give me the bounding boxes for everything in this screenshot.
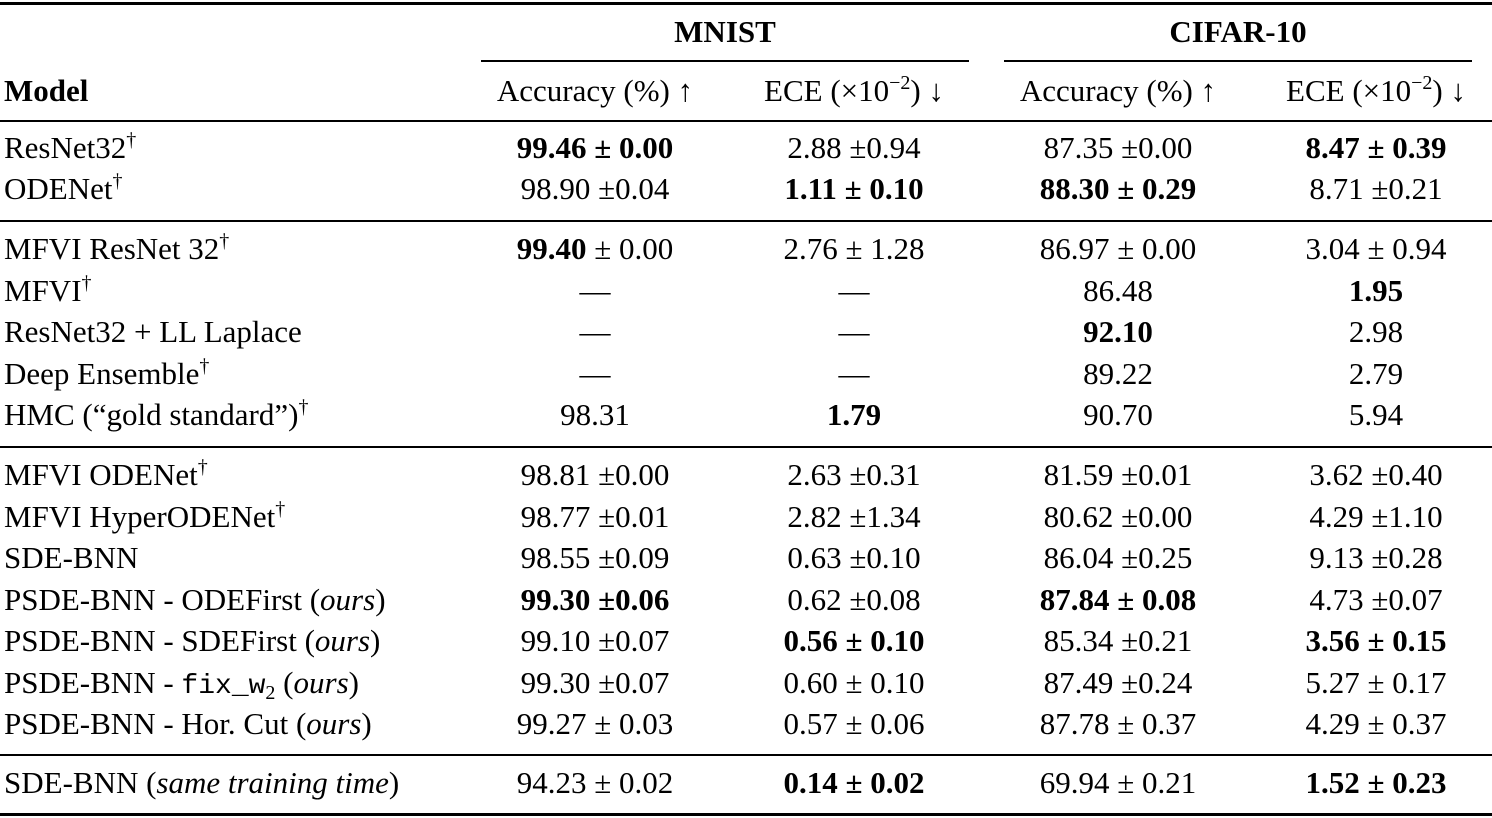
cell-mnist-acc: 99.30 ±0.07 (520, 665, 670, 700)
cell-mnist-acc: 98.90 ±0.04 (520, 171, 670, 206)
row-model-mfvi-resnet32: MFVI ResNet 32† (4, 230, 230, 266)
cell-cifar-acc: 87.84 ± 0.08 (1039, 582, 1197, 617)
cell-cifar-acc: 86.04 ±0.25 (1043, 540, 1193, 575)
cell-cifar-ece: 3.04 ± 0.94 (1305, 231, 1447, 266)
header-rule (0, 120, 1492, 122)
cell-cifar-acc: 86.48 (1083, 273, 1153, 308)
cell-mnist-ece: 0.57 ± 0.06 (783, 706, 925, 741)
arrow-down-icon: ↓ (928, 73, 944, 108)
cell-mnist-ece: 2.76 ± 1.28 (783, 231, 925, 266)
cell-cifar-ece: 4.73 ±0.07 (1309, 582, 1443, 617)
row-model-sde-bnn: SDE-BNN (4, 540, 139, 575)
cell-cifar-ece: 5.27 ± 0.17 (1305, 665, 1447, 700)
row-model-psde-bnn-odefirst: PSDE-BNN - ODEFirst (ours) (4, 582, 386, 617)
cell-mnist-ece: 1.79 (826, 397, 882, 432)
cell-mnist-ece: 2.82 ±1.34 (787, 499, 921, 534)
cell-cifar-acc: 87.35 ±0.00 (1043, 130, 1193, 165)
cell-cifar-ece: 3.62 ±0.40 (1309, 457, 1443, 492)
cell-mnist-acc: 99.10 ±0.07 (520, 623, 670, 658)
cell-cifar-acc: 85.34 ±0.21 (1043, 623, 1193, 658)
cell-mnist-acc: 99.30 ±0.06 (520, 582, 670, 617)
cell-mnist-ece: 2.63 ±0.31 (787, 457, 921, 492)
cell-cifar-ece: 8.71 ±0.21 (1309, 171, 1443, 206)
cell-mnist-ece: 0.14 ± 0.02 (783, 765, 925, 800)
cell-mnist-ece: 0.63 ±0.10 (787, 540, 921, 575)
cell-cifar-acc: 80.62 ±0.00 (1043, 499, 1193, 534)
row-model-deep-ensemble: Deep Ensemble† (4, 355, 210, 391)
cell-cifar-ece: 2.79 (1348, 356, 1404, 391)
column-header-mnist-accuracy: Accuracy (%) ↑ (496, 73, 694, 108)
group-header-cifar10: CIFAR-10 (1169, 14, 1307, 49)
cell-mnist-acc: 98.81 ±0.00 (520, 457, 670, 492)
column-header-cifar-accuracy: Accuracy (%) ↑ (1019, 73, 1217, 108)
row-model-mfvi-odenet: MFVI ODENet† (4, 456, 208, 492)
cell-cifar-acc: 87.78 ± 0.37 (1039, 706, 1197, 741)
arrow-down-icon: ↓ (1450, 73, 1466, 108)
row-model-mfvi-hyperodenet: MFVI HyperODENet† (4, 498, 286, 534)
cell-cifar-ece: 8.47 ± 0.39 (1305, 130, 1447, 165)
row-model-sde-bnn-same-time: SDE-BNN (same training time) (4, 765, 400, 800)
cell-cifar-ece: 3.56 ± 0.15 (1305, 623, 1447, 658)
top-rule (0, 2, 1492, 5)
cell-mnist-ece: — (838, 273, 870, 308)
cell-cifar-acc: 90.70 (1083, 397, 1153, 432)
cell-cifar-acc: 88.30 ± 0.29 (1039, 171, 1197, 206)
cell-mnist-acc: — (579, 314, 611, 349)
row-model-resnet32-ll-laplace: ResNet32 + LL Laplace (4, 314, 302, 349)
cell-mnist-acc: 94.23 ± 0.02 (516, 765, 674, 800)
cell-cifar-acc: 81.59 ±0.01 (1043, 457, 1193, 492)
cell-cifar-acc: 69.94 ± 0.21 (1039, 765, 1197, 800)
cell-cifar-ece: 9.13 ±0.28 (1309, 540, 1443, 575)
row-model-odenet: ODENet† (4, 170, 123, 206)
cell-mnist-acc: 99.27 ± 0.03 (516, 706, 674, 741)
cell-mnist-ece: 1.11 ± 0.10 (784, 171, 924, 206)
cell-mnist-acc: 98.31 (560, 397, 630, 432)
cell-mnist-acc: 99.40 ± 0.00 (516, 231, 674, 266)
cell-mnist-acc: — (579, 356, 611, 391)
cell-mnist-acc: 98.55 ±0.09 (520, 540, 670, 575)
cell-cifar-ece: 1.52 ± 0.23 (1305, 765, 1447, 800)
row-model-psde-bnn-hor-cut: PSDE-BNN - Hor. Cut (ours) (4, 706, 372, 741)
column-header-mnist-ece: ECE $(\times 10^{-2})$ ↓ (764, 72, 944, 108)
cell-cifar-ece: 1.95 (1348, 273, 1404, 308)
cell-mnist-ece: 0.56 ± 0.10 (783, 623, 925, 658)
arrow-up-icon: ↑ (1200, 73, 1217, 108)
cell-cifar-ece: 5.94 (1348, 397, 1404, 432)
cell-cifar-acc: 86.97 ± 0.00 (1039, 231, 1197, 266)
cell-cifar-ece: 4.29 ± 0.37 (1305, 706, 1447, 741)
cell-mnist-ece: — (838, 314, 870, 349)
cell-mnist-acc: — (579, 273, 611, 308)
row-model-hmc: HMC (“gold standard”)† (4, 396, 309, 432)
section-rule-2 (0, 446, 1492, 448)
cifar-cmidrule (1004, 60, 1472, 62)
section-rule-1 (0, 220, 1492, 222)
cell-cifar-ece: 2.98 (1348, 314, 1404, 349)
section-rule-3 (0, 754, 1492, 756)
row-model-resnet32: ResNet32† (4, 129, 137, 165)
cell-cifar-acc: 89.22 (1083, 356, 1153, 391)
bottom-rule (0, 813, 1492, 816)
group-header-mnist: MNIST (674, 14, 776, 49)
column-header-cifar-ece: ECE $(\times 10^{-2})$ ↓ (1286, 72, 1466, 108)
cell-cifar-acc: 92.10 (1083, 314, 1153, 349)
cell-cifar-ece: 4.29 ±1.10 (1309, 499, 1443, 534)
row-model-psde-bnn-fix-w2: PSDE-BNN - $fix\_w_2$ (ours) (4, 665, 359, 704)
arrow-up-icon: ↑ (677, 73, 694, 108)
row-model-mfvi: MFVI† (4, 272, 92, 308)
mnist-cmidrule (481, 60, 969, 62)
cell-mnist-acc: 99.46 ± 0.00 (516, 130, 674, 165)
cell-cifar-acc: 87.49 ±0.24 (1043, 665, 1193, 700)
cell-mnist-ece: 0.60 ± 0.10 (783, 665, 925, 700)
cell-mnist-ece: — (838, 356, 870, 391)
cell-mnist-ece: 2.88 ±0.94 (787, 130, 921, 165)
cell-mnist-acc: 98.77 ±0.01 (520, 499, 670, 534)
cell-mnist-ece: 0.62 ±0.08 (787, 582, 921, 617)
row-model-psde-bnn-sdefirst: PSDE-BNN - SDEFirst (ours) (4, 623, 381, 658)
column-header-model: Model (4, 73, 89, 108)
